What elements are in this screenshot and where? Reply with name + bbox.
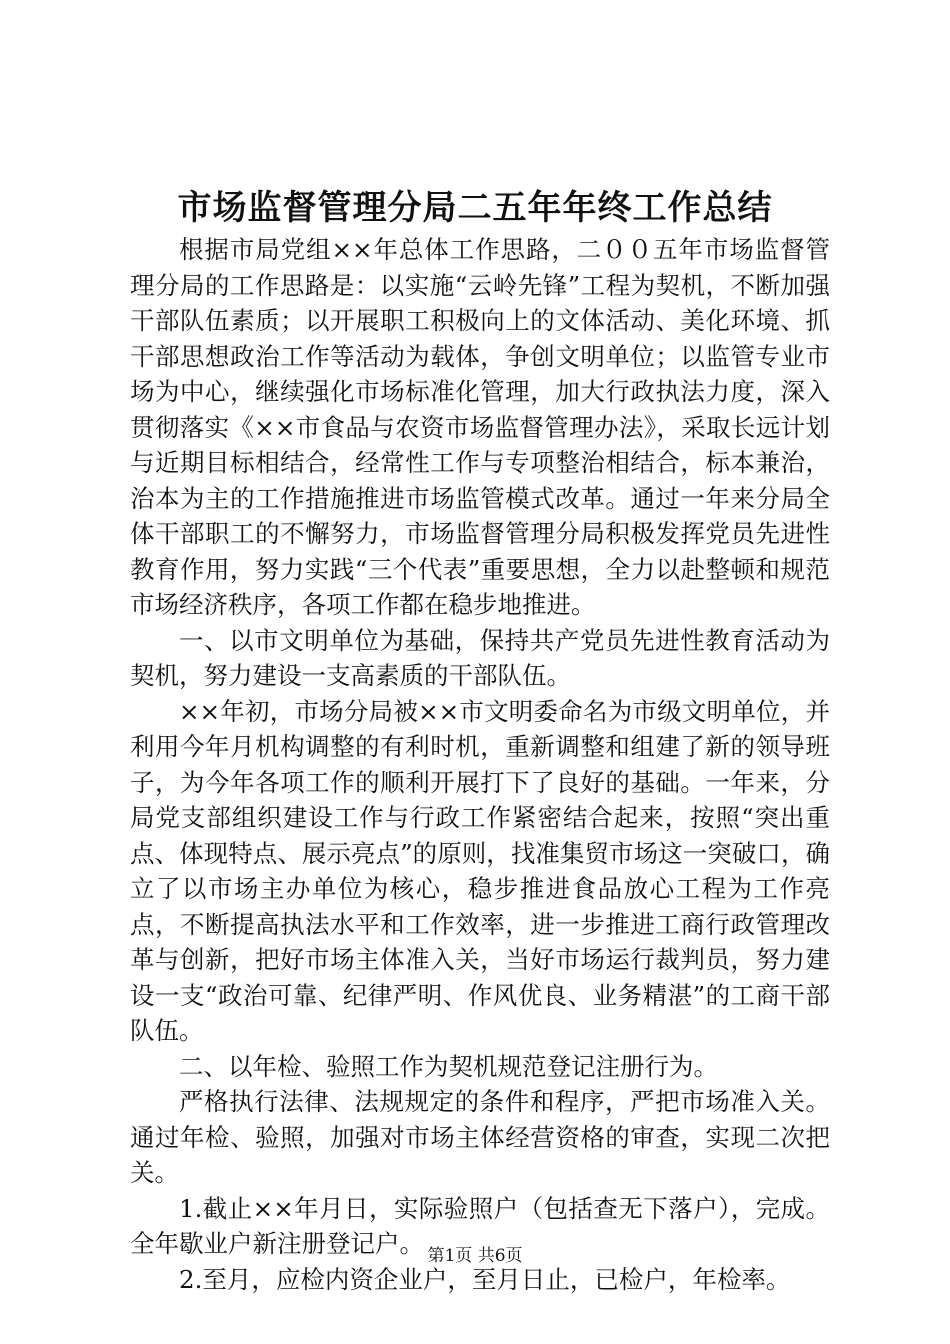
document-body xyxy=(130,232,830,1297)
list-item-1: 1.截止××年月日，实际验照户（包括查无下落户），完成。全年歇业户新注册登记户。 xyxy=(130,1193,830,1258)
section-heading-2: 二、以年检、验照工作为契机规范登记注册行为。 xyxy=(179,1051,718,1081)
paragraph-section-1: ××年初，市场分局被××市文明委命名为市级文明单位，并利用今年月机构调整的有利时机，重新调整和组建了新的领导班子，为今年各项工作的顺利开展打下了良好的基础。一年来，分局党支部组织建设工作与行政工作紧密结合起来，按照“突出重点、体现特点、展示亮点”的原则，找准集贸市场这一突破口，确立了以市场主办单位为核心，稳步推进食品放心工程为工作亮点，不断提高执法水平和工作效率，进一步推进工商行政管理改革与创新，把好市场主体准入关，当好市场运行裁判员，努力建设一支“政治可靠、纪律严明、作风优良、业务精湛”的工商干部队伍。 xyxy=(130,696,830,1045)
list-item-2: 2.至月，应检内资企业户，至月日止，已检户，年检率。 xyxy=(179,1264,791,1294)
paragraph-intro: 根据市局党组××年总体工作思路，二００五年市场监督管理分局的工作思路是：以实施“云岭先锋”工程为契机，不断加强干部队伍素质；以开展职工积极向上的文体活动、美化环境、抓干部思想政治工作等活动为载体，争创文明单位；以监管专业市场为中心，继续强化市场标准化管理，加大行政执法力度，深入贯彻落实《××市食品与农资市场监督管理办法》，采取长远计划与近期目标相结合，经常性工作与专项整治相结合，标本兼治，治本为主的工作措施推进市场监管模式改革。通过一年来分局全体干部职工的不懈努力，市场监督管理分局积极发挥党员先进性教育作用，努力实践“三个代表”重要思想，全力以赴整顿和规范市场经济秩序，各项工作都在稳步地推进。 xyxy=(130,235,830,619)
document-title: 市场监督管理分局二五年年终工作总结 xyxy=(177,188,773,228)
page-footer: 第1页 共6页 xyxy=(427,1246,523,1266)
paragraph-section-2: 严格执行法律、法规规定的条件和程序，严把市场准入关。通过年检、验照，加强对市场主体经营资格的审查，实现二次把关。 xyxy=(130,1087,830,1187)
section-heading-1: 一、以市文明单位为基础，保持共产党员先进性教育活动为契机，努力建设一支高素质的干部队伍。 xyxy=(130,625,830,690)
